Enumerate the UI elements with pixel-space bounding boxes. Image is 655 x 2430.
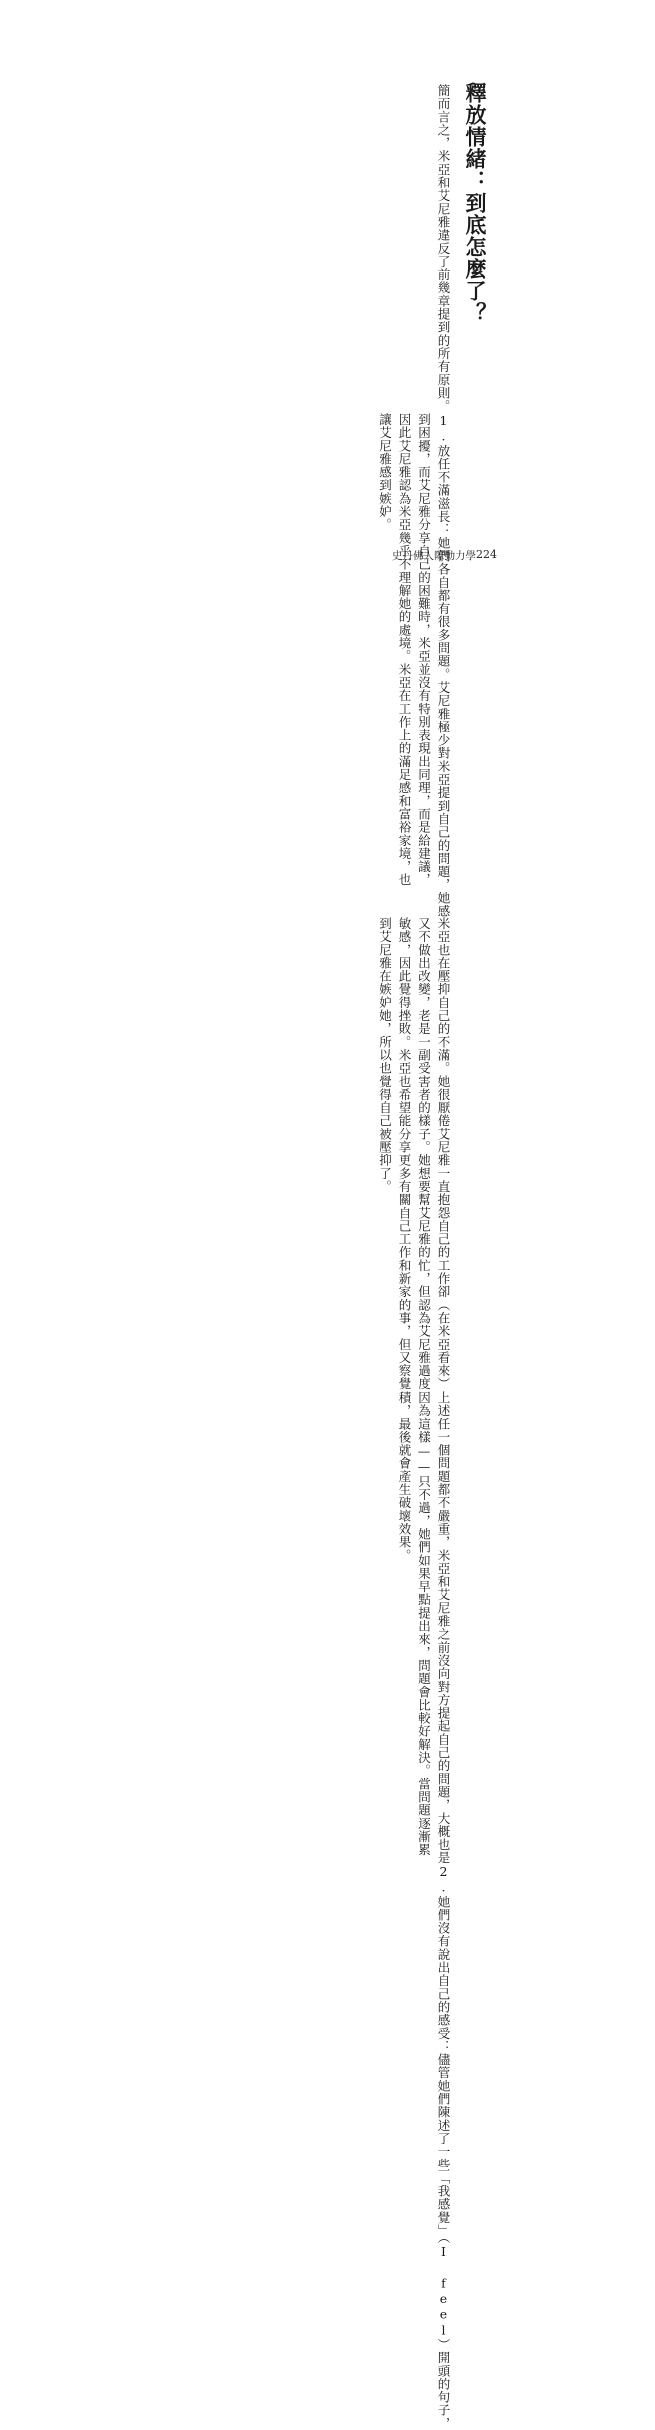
text-line: 因此艾尼雅認為米亞幾乎不理解她的處境。米亞在工作上的滿足感和富裕家境，也 xyxy=(397,412,412,887)
text-line: 2.她們沒有說出自己的感受：儘管她們陳述了一些「我感覺」（I feel）開頭的句子， xyxy=(436,1864,451,2430)
text-line: 簡而言之，米亞和艾尼雅違反了前幾章提到的所有原則。 xyxy=(436,84,451,413)
text-line: 上述任一個問題都不嚴重，米亞和艾尼雅之前沒向對方提起自己的問題，大概也是 xyxy=(436,1390,451,1865)
text-line: 到困擾，而艾尼雅分享自己的困難時，米亞並沒有特別表現出同理，而是給建議， xyxy=(416,412,432,887)
text-line: 讓艾尼雅感到嫉妒。 xyxy=(377,412,393,532)
paragraph-4 xyxy=(375,1864,453,2430)
text-line: 到艾尼雅在嫉妒她，所以也覺得自己被壓抑了。 xyxy=(377,917,393,1194)
intro-paragraph xyxy=(365,84,453,413)
text-line: 積，最後就會產生破壞效果。 xyxy=(397,1390,412,1562)
section-title: 釋放情緒：到底怎麼了？ xyxy=(463,82,487,324)
footer-book-title: 史丹佛人際動力學 xyxy=(392,550,476,562)
text-line: 因為這樣——只不過，她們如果早點提出來，問題會比較好解決。當問題逐漸累 xyxy=(416,1390,432,1857)
paragraph-2 xyxy=(365,917,453,1390)
text-line: 敏感，因此覺得挫敗。米亞也希望能分享更多有關自己工作和新家的事，但又察覺 xyxy=(397,917,412,1391)
page-number: 224 xyxy=(476,548,497,561)
paragraph-3 xyxy=(365,1391,453,1864)
text-line: 又不做出改變，老是一副受害者的樣子。她想要幫艾尼雅的忙，但認為艾尼雅過度 xyxy=(416,917,432,1391)
text-line: 1.放任不滿滋長：她們各自都有很多問題。艾尼雅極少對米亞提到自己的問題，她感 xyxy=(436,412,451,918)
text-line: 米亞也在壓抑自己的不滿。她很厭倦艾尼雅一直抱怨自己的工作卻（在米亞看來） xyxy=(436,917,451,1391)
paragraph-1 xyxy=(375,413,453,918)
